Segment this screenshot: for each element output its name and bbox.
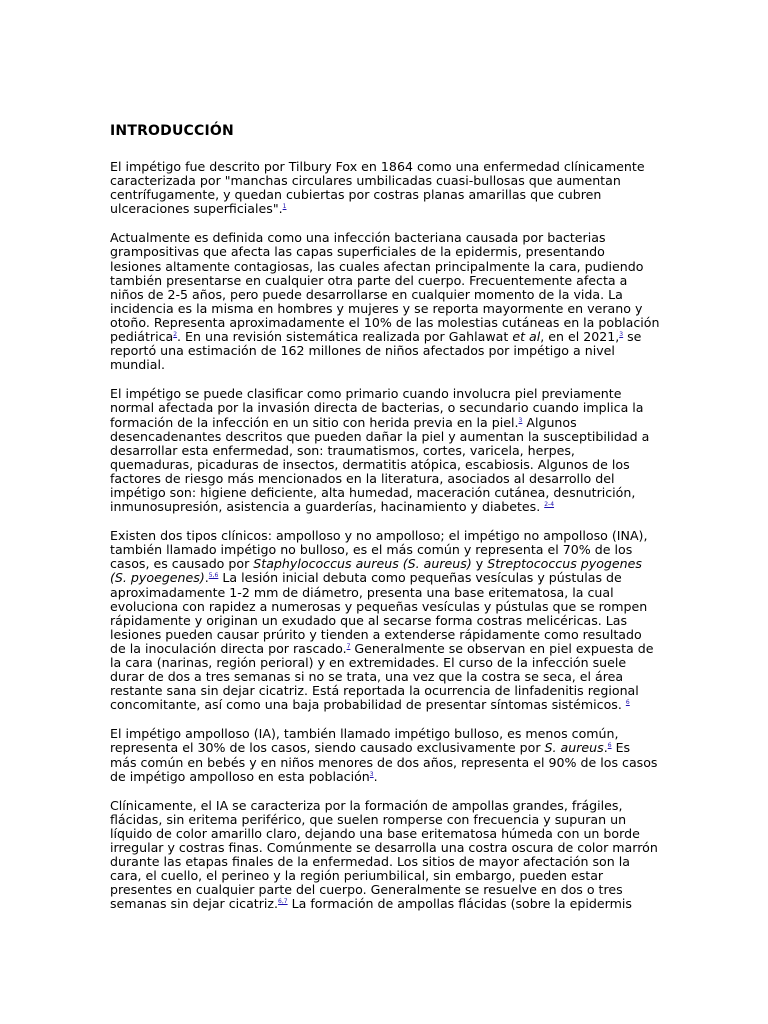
ref-link-5-6[interactable]: 5,6 bbox=[208, 572, 219, 580]
ref-link-3b[interactable]: 3 bbox=[518, 416, 523, 424]
p1-text: El impétigo fue descrito por Tilbury Fox en 1864 como una enfermedad clínicamente caracterizada por "manchas circulares umbilicadas cuasi-bullosas que aumentan centrífugamente, y quedan cubiertas por costras planas amarillas que cubren ulceraciones superficiales". bbox=[110, 159, 645, 217]
p4-text-3: . bbox=[204, 570, 209, 586]
p5-text-2: . bbox=[603, 740, 608, 756]
article-body bbox=[110, 122, 660, 927]
p4-text-5: Generalmente se observan en piel expuesta de la cara (narinas, región perioral) y en extremidades. El curso de la infección suele durar de dos a tres semanas si no se trata, una vez que la costra se seca, el área restante sana sin dejar cicatriz. Está reportada la ocurrencia de linfadenitis regional concomitante, así como una baja probabilidad de presentar síntomas sistémicos. bbox=[110, 640, 654, 713]
ref-link-3c[interactable]: 3 bbox=[369, 770, 374, 778]
p2-text-2: . En una revisión sistemática realizada por Gahlawat bbox=[177, 329, 513, 345]
ref-link-2[interactable]: 2 bbox=[173, 331, 178, 339]
ref-link-1[interactable]: 1 bbox=[282, 203, 287, 211]
p4-text-4: La lesión inicial debuta como pequeñas vesículas y pústulas de aproximadamente 1-2 mm de diámetro, presenta una base eritematosa, la cual evoluciona con rapidez a numerosas y pequeñas vesículas y pústulas que se rompen rápidamente y originan un exudado que al secarse forma costras melicéricas. Las lesiones pueden causar prúrito y tienden a extenderse rápidamente como resultado de la inoculación directa por rascado. bbox=[110, 570, 648, 656]
ref-link-2-4[interactable]: 2-4 bbox=[544, 501, 555, 509]
ref-link-3[interactable]: 3 bbox=[619, 331, 624, 339]
p5-species: S. aureus bbox=[544, 740, 604, 756]
p4-text-2: y bbox=[471, 556, 488, 572]
section-heading: INTRODUCCIÓN bbox=[110, 123, 234, 139]
p2-text-3: , en el 2021, bbox=[540, 329, 620, 345]
p6-text-2: La formación de ampollas flácidas (sobre la epidermis bbox=[287, 896, 632, 912]
p4-species-2: Streptococcus pyogenes (S. pyoegenes) bbox=[110, 556, 642, 586]
p2-text-1: Actualmente es definida como una infección bacteriana causada por bacterias grampositivas que afecta las capas superficiales de la epidermis, presentando lesiones altamente contagiosas, las cuales afectan principalmente la cara, pudiendo también presentarse en cualquier otra parte del cuerpo. Frecuentemente afecta a niños de 2-5 años, pero puede desarrollarse en cualquier momento de la vida. La incidencia es la misma en hombres y mujeres y se reporta mayormente en verano y otoño. Representa aproximadamente el 10% de las molestias cutáneas en la población pediátrica bbox=[110, 230, 660, 345]
p3-text-2: Algunos desencadenantes descritos que pueden dañar la piel y aumentan la susceptibilidad a desarrollar esta enfermedad, son: traumatismos, cortes, varicela, herpes, quemaduras, picaduras de insectos, dermatitis atópica, escabiosis. Algunos de los factores de riesgo más mencionados en la literatura, asociados al desarrollo del impétigo son: higiene deficiente, alta humedad, maceración cutánea, desnutrición, inmunosupresión, asistencia a guarderías, hacinamiento y diabetes. bbox=[110, 414, 650, 515]
paragraph-2 bbox=[110, 231, 660, 372]
p3-text-1: El impétigo se puede clasificar como primario cuando involucra piel previamente normal afectada por la invasión directa de bacterias, o secundario cuando implica la formación de la infección en un sitio con herida previa en la piel. bbox=[110, 386, 644, 430]
paragraph-5 bbox=[110, 727, 660, 783]
ref-link-6[interactable]: 6 bbox=[625, 699, 630, 707]
p4-species-1: Staphylococcus aureus (S. aureus) bbox=[253, 556, 472, 572]
ref-link-6b[interactable]: 6 bbox=[607, 742, 612, 750]
paragraph-1 bbox=[110, 160, 660, 216]
p5-text-3: Es más común en bebés y en niños menores de dos años, representa el 90% de los casos de impétigo ampolloso en esta población bbox=[110, 740, 658, 784]
p5-text-4: . bbox=[373, 768, 378, 784]
ref-link-6-7[interactable]: 6,7 bbox=[278, 898, 288, 906]
p6-text-1: Clínicamente, el IA se caracteriza por la formación de ampollas grandes, frágiles, flácidas, sin eritema periférico, que suelen romperse con frecuencia y supuran un líquido de color amarillo claro, dejando una base eritematosa húmeda con un borde irregular y costras finas. Comúnmente se desarrolla una costra oscura de color marrón durante las etapas finales de la enfermedad. Los sitios de mayor afectación son la cara, el cuello, el perineo y la región periumbilical, sin embargo, pueden estar presentes en cualquier parte del cuerpo. Generalmente se resuelve en dos o tres semanas sin dejar cicatriz. bbox=[110, 797, 658, 912]
paragraph-3 bbox=[110, 387, 660, 514]
p4-text-1: Existen dos tipos clínicos: ampolloso y no ampolloso; el impétigo no ampolloso (INA), también llamado impétigo no bulloso, es el más común y representa el 70% de los casos, es causado por bbox=[110, 528, 648, 572]
paragraph-4 bbox=[110, 529, 660, 712]
paragraph-6 bbox=[110, 799, 660, 912]
p2-etal: et al bbox=[512, 329, 541, 345]
ref-link-7[interactable]: 7 bbox=[346, 642, 351, 650]
p5-text-1: El impétigo ampolloso (IA), también llamado impétigo bulloso, es menos común, representa el 30% de los casos, siendo causado exclusivamente por bbox=[110, 726, 619, 756]
p2-text-4: se reportó una estimación de 162 millones de niños afectados por impétigo a nivel mundial. bbox=[110, 329, 642, 373]
